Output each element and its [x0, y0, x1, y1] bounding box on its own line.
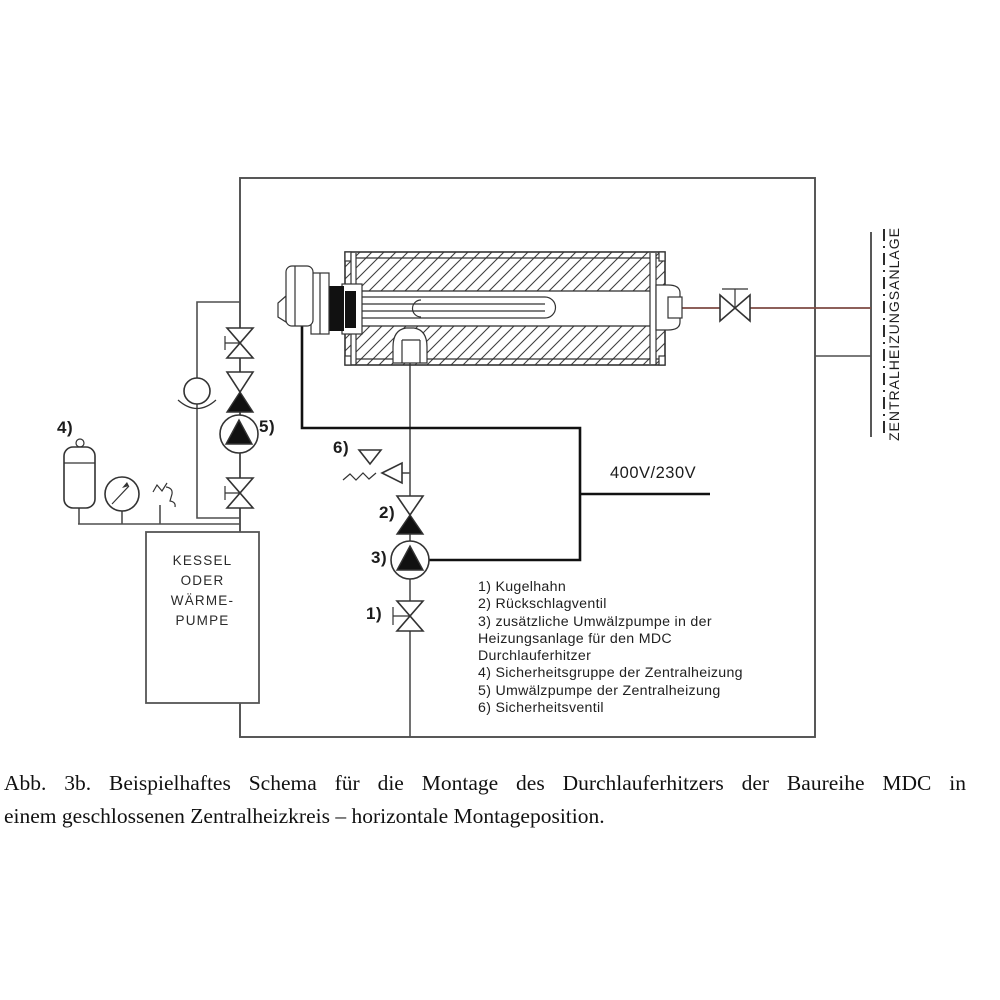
pump-5-circulation [220, 415, 258, 453]
check-valve-2 [397, 496, 423, 534]
legend-line: Heizungsanlage für den MDC [478, 630, 672, 647]
shutoff-valve-supply [720, 289, 750, 321]
legend [478, 579, 818, 717]
expansion-vessel [64, 439, 95, 508]
legend-line: 5) Umwälzpumpe der Zentralheizung [478, 682, 721, 699]
callout-5: 5) [259, 417, 276, 436]
figure-caption-line1: Abb. 3b. Beispielhaftes Schema für die Montage des Durchlauferhitzers der Baureihe MDC in [4, 771, 966, 795]
legend-line: 1) Kugelhahn [478, 579, 567, 595]
figure-caption-line2: einem geschlossenen Zentralheizkreis – horizontale Montageposition. [4, 804, 605, 828]
shutoff-valve-left-top [225, 328, 253, 358]
pressure-gauge [105, 477, 139, 511]
kessel-line: KESSEL [172, 553, 233, 568]
callout-2: 2) [379, 503, 396, 522]
legend-line: 6) Sicherheitsventil [478, 700, 604, 717]
separator-symbol [178, 378, 216, 409]
callout-3: 3) [371, 548, 388, 567]
safety-valve-6 [343, 450, 402, 483]
callout-1: 1) [366, 604, 383, 623]
pump-3-additional [391, 541, 429, 579]
kessel-line: WÄRME- [170, 593, 235, 608]
callout-4: 4) [57, 418, 74, 437]
heater-bore [356, 291, 652, 326]
legend-line: 3) zusätzliche Umwälzpumpe in der [478, 613, 712, 630]
legend-line: 4) Sicherheitsgruppe der Zentralheizung [478, 665, 743, 682]
legend-line: 2) Rückschlagventil [478, 596, 607, 613]
ball-valve-1 [393, 601, 423, 631]
outlet-cap [656, 285, 682, 330]
kessel-box-label [146, 551, 259, 631]
heater-mdc [278, 252, 682, 365]
check-valve-left [227, 372, 253, 412]
shutoff-valve-left-bottom [225, 478, 253, 508]
callout-6: 6) [333, 438, 350, 457]
power-supply-label: 400V/230V [610, 464, 697, 482]
kessel-line: PUMPE [175, 613, 230, 628]
legend-line: Durchlauferhitzer [478, 648, 592, 665]
central-heating-system-label: ZENTRALHEIZUNGSANLAGE [886, 227, 902, 441]
kessel-line: ODER [180, 573, 225, 588]
drain-port [393, 328, 427, 363]
vent-valve [153, 483, 175, 507]
